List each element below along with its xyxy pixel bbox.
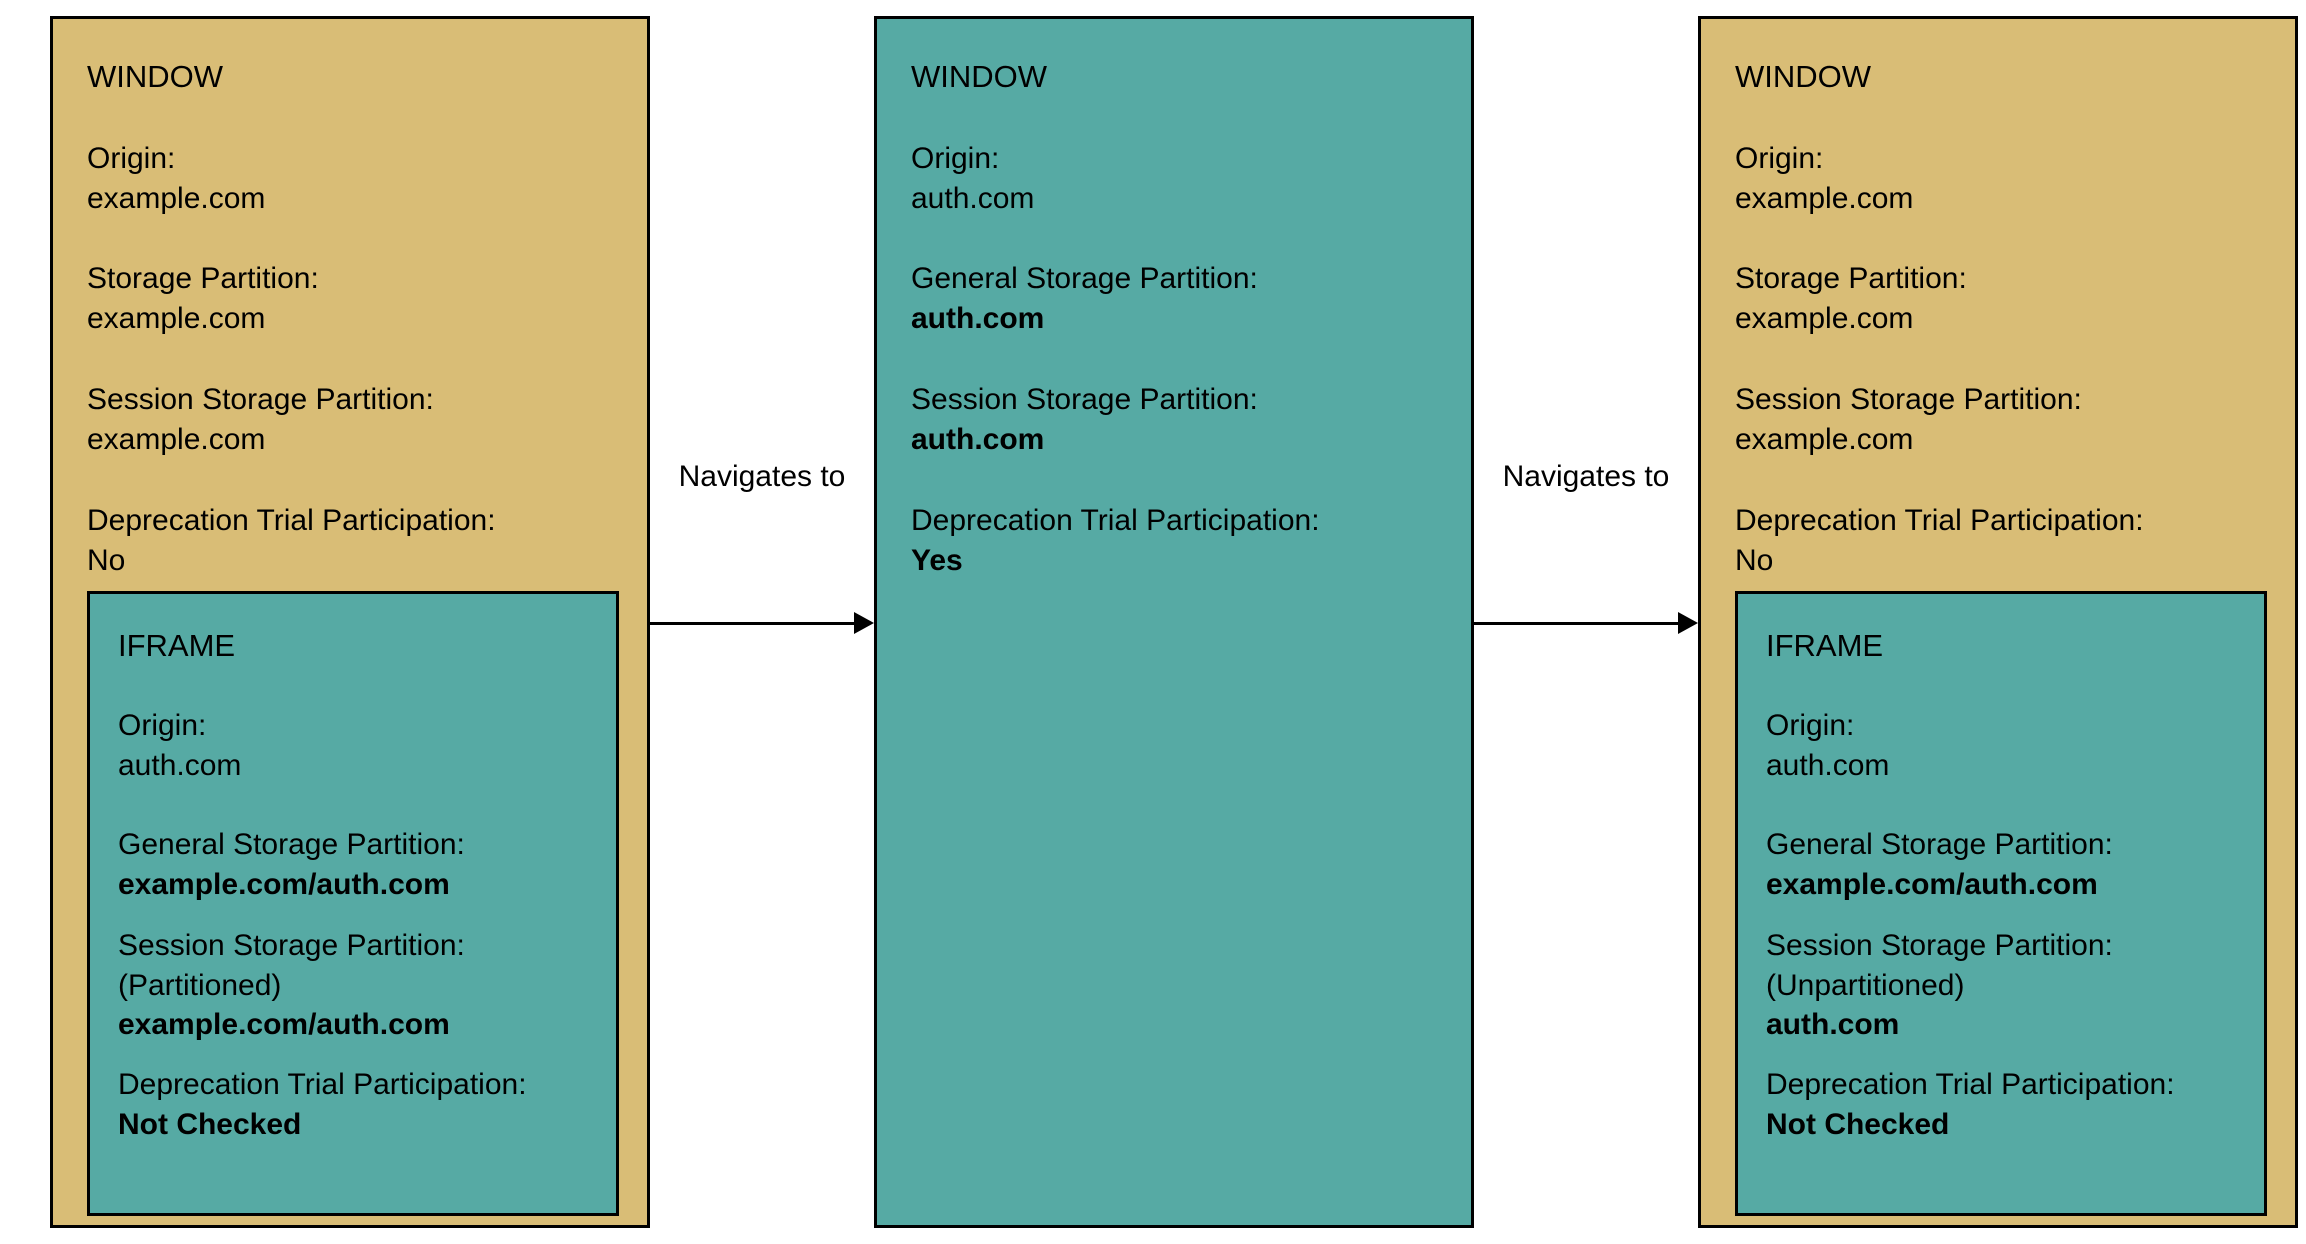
iframe-panel-1 (87, 591, 619, 1216)
field-value: example.com (87, 181, 266, 215)
panel-1-iframe-field-origin (118, 706, 600, 785)
field-value: No (87, 543, 126, 577)
panel-1-iframe-heading: IFRAME (118, 628, 236, 663)
arrow-2 (1474, 603, 1698, 643)
window-panel-3 (1698, 16, 2298, 1228)
panel-2-field-general-storage-partition (911, 259, 1451, 338)
field-label: Origin: (911, 142, 1000, 175)
field-label: Deprecation Trial Participation: (1735, 504, 2144, 537)
field-value: Yes (911, 543, 963, 577)
field-label: Origin: (118, 709, 207, 742)
field-value: example.com/auth.com (1766, 867, 2098, 901)
arrow-line (1474, 622, 1678, 625)
field-label: General Storage Partition: (911, 262, 1258, 295)
panel-3-field-session-storage-partition (1735, 380, 2275, 459)
panel-3-iframe-field-origin (1766, 706, 2248, 785)
field-label: Origin: (1766, 709, 1855, 742)
field-value: auth.com (911, 181, 1035, 215)
panel-3-iframe-heading: IFRAME (1766, 628, 1884, 663)
panel-1-heading: WINDOW (87, 59, 224, 94)
arrow-line (650, 622, 854, 625)
field-value: auth.com (118, 748, 242, 782)
window-panel-2 (874, 16, 1474, 1228)
panel-3-heading: WINDOW (1735, 59, 1872, 94)
field-value: Not Checked (118, 1107, 302, 1141)
field-value: example.com/auth.com (118, 1008, 450, 1042)
panel-1-field-session-storage-partition (87, 380, 627, 459)
field-label: Deprecation Trial Participation: (118, 1068, 527, 1101)
field-label: Session Storage Partition: (1735, 383, 2082, 416)
arrow-1 (650, 603, 874, 643)
panel-3-field-origin (1735, 139, 2275, 218)
field-label: Origin: (87, 142, 176, 175)
field-label: Storage Partition: (1735, 262, 1967, 295)
panel-3-iframe-field-deprecation-trial (1766, 1065, 2248, 1144)
field-label: Session Storage Partition: (87, 383, 434, 416)
arrow-2-label: Navigates to (1502, 460, 1670, 493)
panel-2-field-origin (911, 139, 1451, 218)
panel-2-heading: WINDOW (911, 59, 1048, 94)
panel-2-field-deprecation-trial (911, 501, 1451, 580)
field-value: example.com (87, 301, 266, 335)
field-value: example.com (1735, 422, 1914, 456)
panel-1-iframe-field-deprecation-trial (118, 1065, 600, 1144)
field-value: auth.com (911, 422, 1045, 456)
panel-3-iframe-field-session-storage-partition (1766, 926, 2248, 1045)
panel-1-field-storage-partition (87, 259, 627, 338)
field-label: Deprecation Trial Participation: (87, 504, 496, 537)
panel-1-iframe-field-general-storage-partition (118, 825, 600, 904)
panel-2-field-session-storage-partition (911, 380, 1451, 459)
panel-1-field-deprecation-trial (87, 501, 627, 580)
panel-3-field-storage-partition (1735, 259, 2275, 338)
field-label: Deprecation Trial Participation: (1766, 1068, 2175, 1101)
field-value: Not Checked (1766, 1107, 1950, 1141)
field-value: example.com (1735, 301, 1914, 335)
arrow-1-label: Navigates to (678, 460, 846, 493)
window-panel-1 (50, 16, 650, 1228)
field-value-qualifier: (Partitioned) (118, 968, 282, 1002)
field-label: General Storage Partition: (118, 828, 465, 861)
field-value: example.com (1735, 181, 1914, 215)
field-value: example.com (87, 422, 266, 456)
field-value-qualifier: (Unpartitioned) (1766, 968, 1965, 1002)
field-label: Session Storage Partition: (118, 929, 465, 962)
field-label: Deprecation Trial Participation: (911, 504, 1320, 537)
field-value: auth.com (1766, 748, 1890, 782)
arrow-head (854, 612, 874, 634)
panel-1-iframe-field-session-storage-partition (118, 926, 600, 1045)
arrow-head (1678, 612, 1698, 634)
panel-1-field-origin (87, 139, 627, 218)
field-label: General Storage Partition: (1766, 828, 2113, 861)
field-label: Origin: (1735, 142, 1824, 175)
panel-3-iframe-field-general-storage-partition (1766, 825, 2248, 904)
iframe-panel-3 (1735, 591, 2267, 1216)
field-label: Session Storage Partition: (1766, 929, 2113, 962)
field-value: No (1735, 543, 1774, 577)
field-value: auth.com (911, 301, 1045, 335)
field-label: Session Storage Partition: (911, 383, 1258, 416)
panel-3-field-deprecation-trial (1735, 501, 2275, 580)
field-label: Storage Partition: (87, 262, 319, 295)
field-value: auth.com (1766, 1008, 1900, 1042)
field-value: example.com/auth.com (118, 867, 450, 901)
